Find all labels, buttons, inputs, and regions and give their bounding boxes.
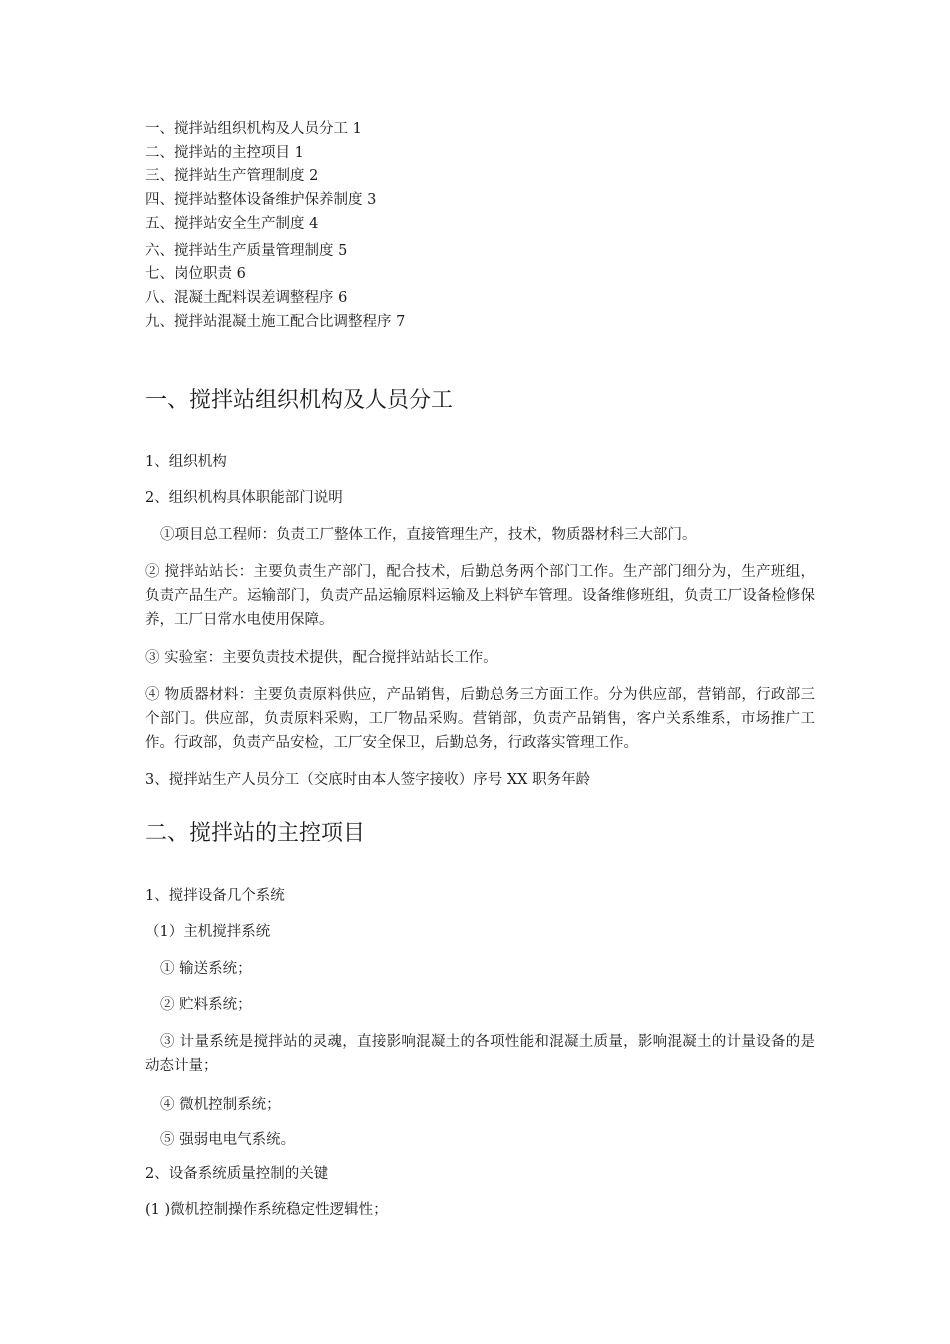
list-item: ④ 微机控制系统； xyxy=(160,1097,281,1113)
toc-item[interactable]: 八、混凝土配料误差调整程序 6 xyxy=(145,290,348,306)
list-item: ① 输送系统； xyxy=(160,961,252,977)
paragraph: ④ 物质器材料：主要负责原料供应，产品销售，后勤总务三方面工作。分为供应部，营销部，行政部三个部门。供应部，负责原料采购，工厂物品采购。营销部，负责产品销售，客户关系维系，市场推广工作。行政部，负责产品安检，工厂安全保卫，后勤总务，行政落实管理工作。 xyxy=(145,687,815,751)
paragraph: ①项目总工程师：负责工厂整体工作，直接管理生产，技术，物质器材科三大部门。 xyxy=(160,527,697,543)
list-item: 1、组织机构 xyxy=(145,454,227,470)
paragraph: ② 搅拌站站长：主要负责生产部门，配合技术，后勤总务两个部门工作。生产部门细分为，生产班组，负责产品生产。运输部门，负责产品运输原料运输及上料铲车管理。设备维修班组，负责工厂设备检修保养，工厂日常水电使用保障。 xyxy=(145,564,815,628)
list-item: 3、搅拌站生产人员分工（交底时由本人签字接收）序号 XX 职务年龄 xyxy=(145,772,591,788)
toc-item[interactable]: 二、搅拌站的主控项目 1 xyxy=(145,145,304,161)
toc-item[interactable]: 三、搅拌站生产管理制度 2 xyxy=(145,168,319,184)
list-item: （1）主机搅拌系统 xyxy=(145,924,271,940)
toc-item[interactable]: 五、搅拌站安全生产制度 4 xyxy=(145,216,319,232)
list-item: ⑤ 强弱电电气系统。 xyxy=(160,1132,296,1148)
list-item: ② 贮料系统； xyxy=(160,997,252,1013)
toc-item[interactable]: 九、搅拌站混凝土施工配合比调整程序 7 xyxy=(145,314,406,330)
paragraph: ③ 计量系统是搅拌站的灵魂，直接影响混凝土的各项性能和混凝土质量，影响混凝土的计量设备的是动态计量； xyxy=(145,1034,815,1074)
toc-item[interactable]: 七、岗位职责 6 xyxy=(145,266,246,282)
toc-item[interactable]: 一、搅拌站组织机构及人员分工 1 xyxy=(145,121,362,137)
toc-item[interactable]: 六、搅拌站生产质量管理制度 5 xyxy=(145,243,348,259)
list-item: (1 )微机控制操作系统稳定性逻辑性； xyxy=(145,1202,388,1218)
section-heading: 一、搅拌站组织机构及人员分工 xyxy=(145,388,454,413)
list-item: 1、搅拌设备几个系统 xyxy=(145,888,285,904)
list-item: 2、设备系统质量控制的关键 xyxy=(145,1166,329,1182)
section-heading: 二、搅拌站的主控项目 xyxy=(145,821,366,846)
paragraph: ③ 实验室：主要负责技术提供，配合搅拌站站长工作。 xyxy=(145,650,498,666)
list-item: 2、组织机构具体职能部门说明 xyxy=(145,490,343,506)
toc-item[interactable]: 四、搅拌站整体设备维护保养制度 3 xyxy=(145,192,377,208)
